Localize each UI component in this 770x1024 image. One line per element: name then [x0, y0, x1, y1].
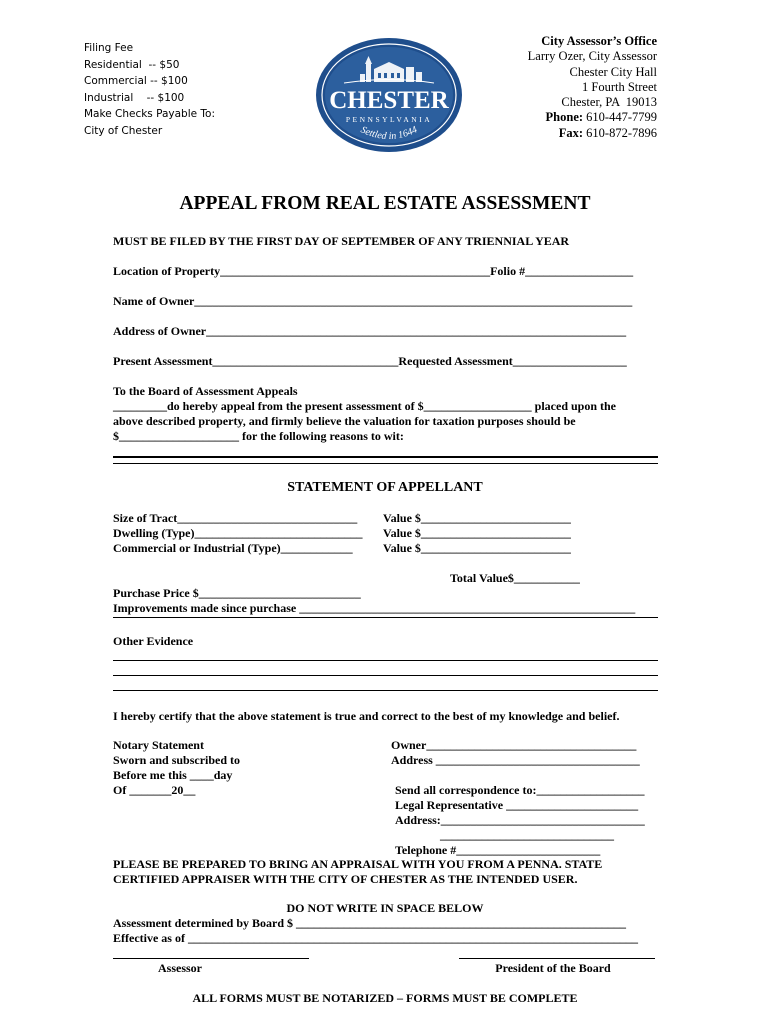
other-evidence-label: Other Evidence	[113, 634, 194, 648]
statement-heading: STATEMENT OF APPELLANT	[287, 480, 483, 495]
fax-number: 610-872-7896	[586, 125, 657, 140]
total-value-field[interactable]: Total Value$___________	[450, 571, 580, 585]
filing-fee-payee: City of Chester	[84, 124, 163, 137]
section-divider-double-top	[113, 456, 658, 458]
notary-statement-label: Notary Statement	[113, 738, 204, 752]
notary-day-field[interactable]: Before me this ____day	[113, 768, 233, 782]
appeal-line-4[interactable]: $____________________ for the following reasons to wit:	[113, 429, 404, 443]
owner-address-field[interactable]: Address of Owner______________________________________________________________________	[113, 324, 627, 338]
effective-date-field[interactable]: Effective as of ___________________________________________________________________________	[113, 931, 638, 945]
assessor-signature-label: Assessor	[158, 961, 202, 975]
notary-sworn-label: Sworn and subscribed to	[113, 753, 241, 767]
seal-motto: Settled in 1644	[358, 124, 420, 143]
assessor-signature-line[interactable]	[113, 958, 309, 959]
assessor-office-block	[528, 34, 657, 141]
appeal-line-2[interactable]: _________do hereby appeal from the present assessment of $__________________ placed upon the	[113, 399, 617, 413]
filing-fee-industrial: Industrial -- $100	[84, 91, 185, 104]
notary-year-field[interactable]: Of _______20__	[113, 783, 196, 797]
appeal-line-1: To the Board of Assessment Appeals	[113, 384, 298, 398]
board-assessment-field[interactable]: Assessment determined by Board $ _______________________________________________________	[113, 916, 626, 930]
other-evidence-line-3[interactable]	[113, 690, 658, 691]
filing-fee-heading: Filing Fee	[84, 42, 134, 54]
office-use-heading: DO NOT WRITE IN SPACE BELOW	[286, 901, 484, 915]
filing-fee-block	[84, 40, 215, 139]
appeal-line-3: above described property, and firmly believe the valuation for taxation purposes should be	[113, 414, 576, 428]
correspondence-field[interactable]: Send all correspondence to:__________________	[395, 783, 645, 797]
form-title: APPEAL FROM REAL ESTATE ASSESSMENT	[179, 193, 591, 214]
seal-state: PENNSYLVANIA	[345, 115, 433, 124]
appraisal-notice-line-1: PLEASE BE PREPARED TO BRING AN APPRAISAL WITH YOU FROM A PENNA. STATE	[113, 857, 603, 871]
other-evidence-line-2[interactable]	[113, 675, 658, 676]
chester-seal-logo	[314, 36, 464, 159]
certification-statement: I hereby certify that the above statement is true and correct to the best of my knowledge and belief.	[113, 709, 620, 723]
rep-telephone-field[interactable]: Telephone #________________________	[395, 843, 601, 857]
filing-fee-commercial: Commercial -- $100	[84, 75, 188, 87]
office-building: Chester City Hall	[569, 64, 657, 79]
owner-signature-address-field[interactable]: Address __________________________________	[391, 753, 640, 767]
president-signature-label: President of the Board	[495, 961, 611, 975]
property-location-field[interactable]: Location of Property_____________________________________________Folio #__________________	[113, 264, 634, 278]
president-signature-line[interactable]	[459, 958, 655, 959]
legal-rep-field[interactable]: Legal Representative ______________________	[395, 798, 639, 812]
rep-address-field-2[interactable]: _____________________________	[440, 828, 614, 842]
improvements-divider	[113, 617, 658, 618]
phone-number: 610-447-7799	[586, 110, 657, 125]
office-title: City Assessor’s Office	[541, 34, 657, 48]
seal-icon	[314, 36, 464, 154]
seal-name: CHESTER	[329, 87, 449, 114]
office-assessor: Larry Ozer, City Assessor	[527, 49, 657, 64]
office-city: Chester, PA 19013	[561, 95, 657, 110]
commercial-type-field[interactable]: Commercial or Industrial (Type)____________	[113, 541, 353, 555]
filing-fee-residential: Residential -- $50	[84, 58, 180, 71]
value-field-3[interactable]: Value $_________________________	[383, 541, 571, 555]
phone-label: Phone:	[545, 110, 584, 125]
office-street: 1 Fourth Street	[582, 79, 657, 94]
fax-label: Fax:	[558, 125, 584, 140]
other-evidence-line-1[interactable]	[113, 660, 658, 661]
assessment-fields[interactable]: Present Assessment_______________________________Requested Assessment___________________	[113, 354, 627, 368]
notarization-footer: ALL FORMS MUST BE NOTARIZED – FORMS MUST BE COMPLETE	[192, 991, 578, 1005]
appraisal-notice-line-2: CERTIFIED APPRAISER WITH THE CITY OF CHESTER AS THE INTENDED USER.	[113, 872, 578, 886]
improvements-field[interactable]: Improvements made since purchase ________________________________________________________	[113, 601, 636, 615]
office-fax	[528, 126, 657, 141]
filing-deadline: MUST BE FILED BY THE FIRST DAY OF SEPTEMBER OF ANY TRIENNIAL YEAR	[113, 234, 570, 248]
office-phone	[528, 110, 657, 125]
owner-signature-field[interactable]: Owner___________________________________	[391, 738, 637, 752]
section-divider-double-bottom	[113, 463, 658, 464]
purchase-price-field[interactable]: Purchase Price $___________________________	[113, 586, 361, 600]
tract-size-field[interactable]: Size of Tract______________________________	[113, 511, 358, 525]
rep-address-field[interactable]: Address:__________________________________	[395, 813, 645, 827]
value-field-1[interactable]: Value $_________________________	[383, 511, 571, 525]
dwelling-type-field[interactable]: Dwelling (Type)____________________________	[113, 526, 363, 540]
filing-fee-payable: Make Checks Payable To:	[84, 108, 216, 120]
value-field-2[interactable]: Value $_________________________	[383, 526, 571, 540]
owner-name-field[interactable]: Name of Owner_________________________________________________________________________	[113, 294, 633, 308]
